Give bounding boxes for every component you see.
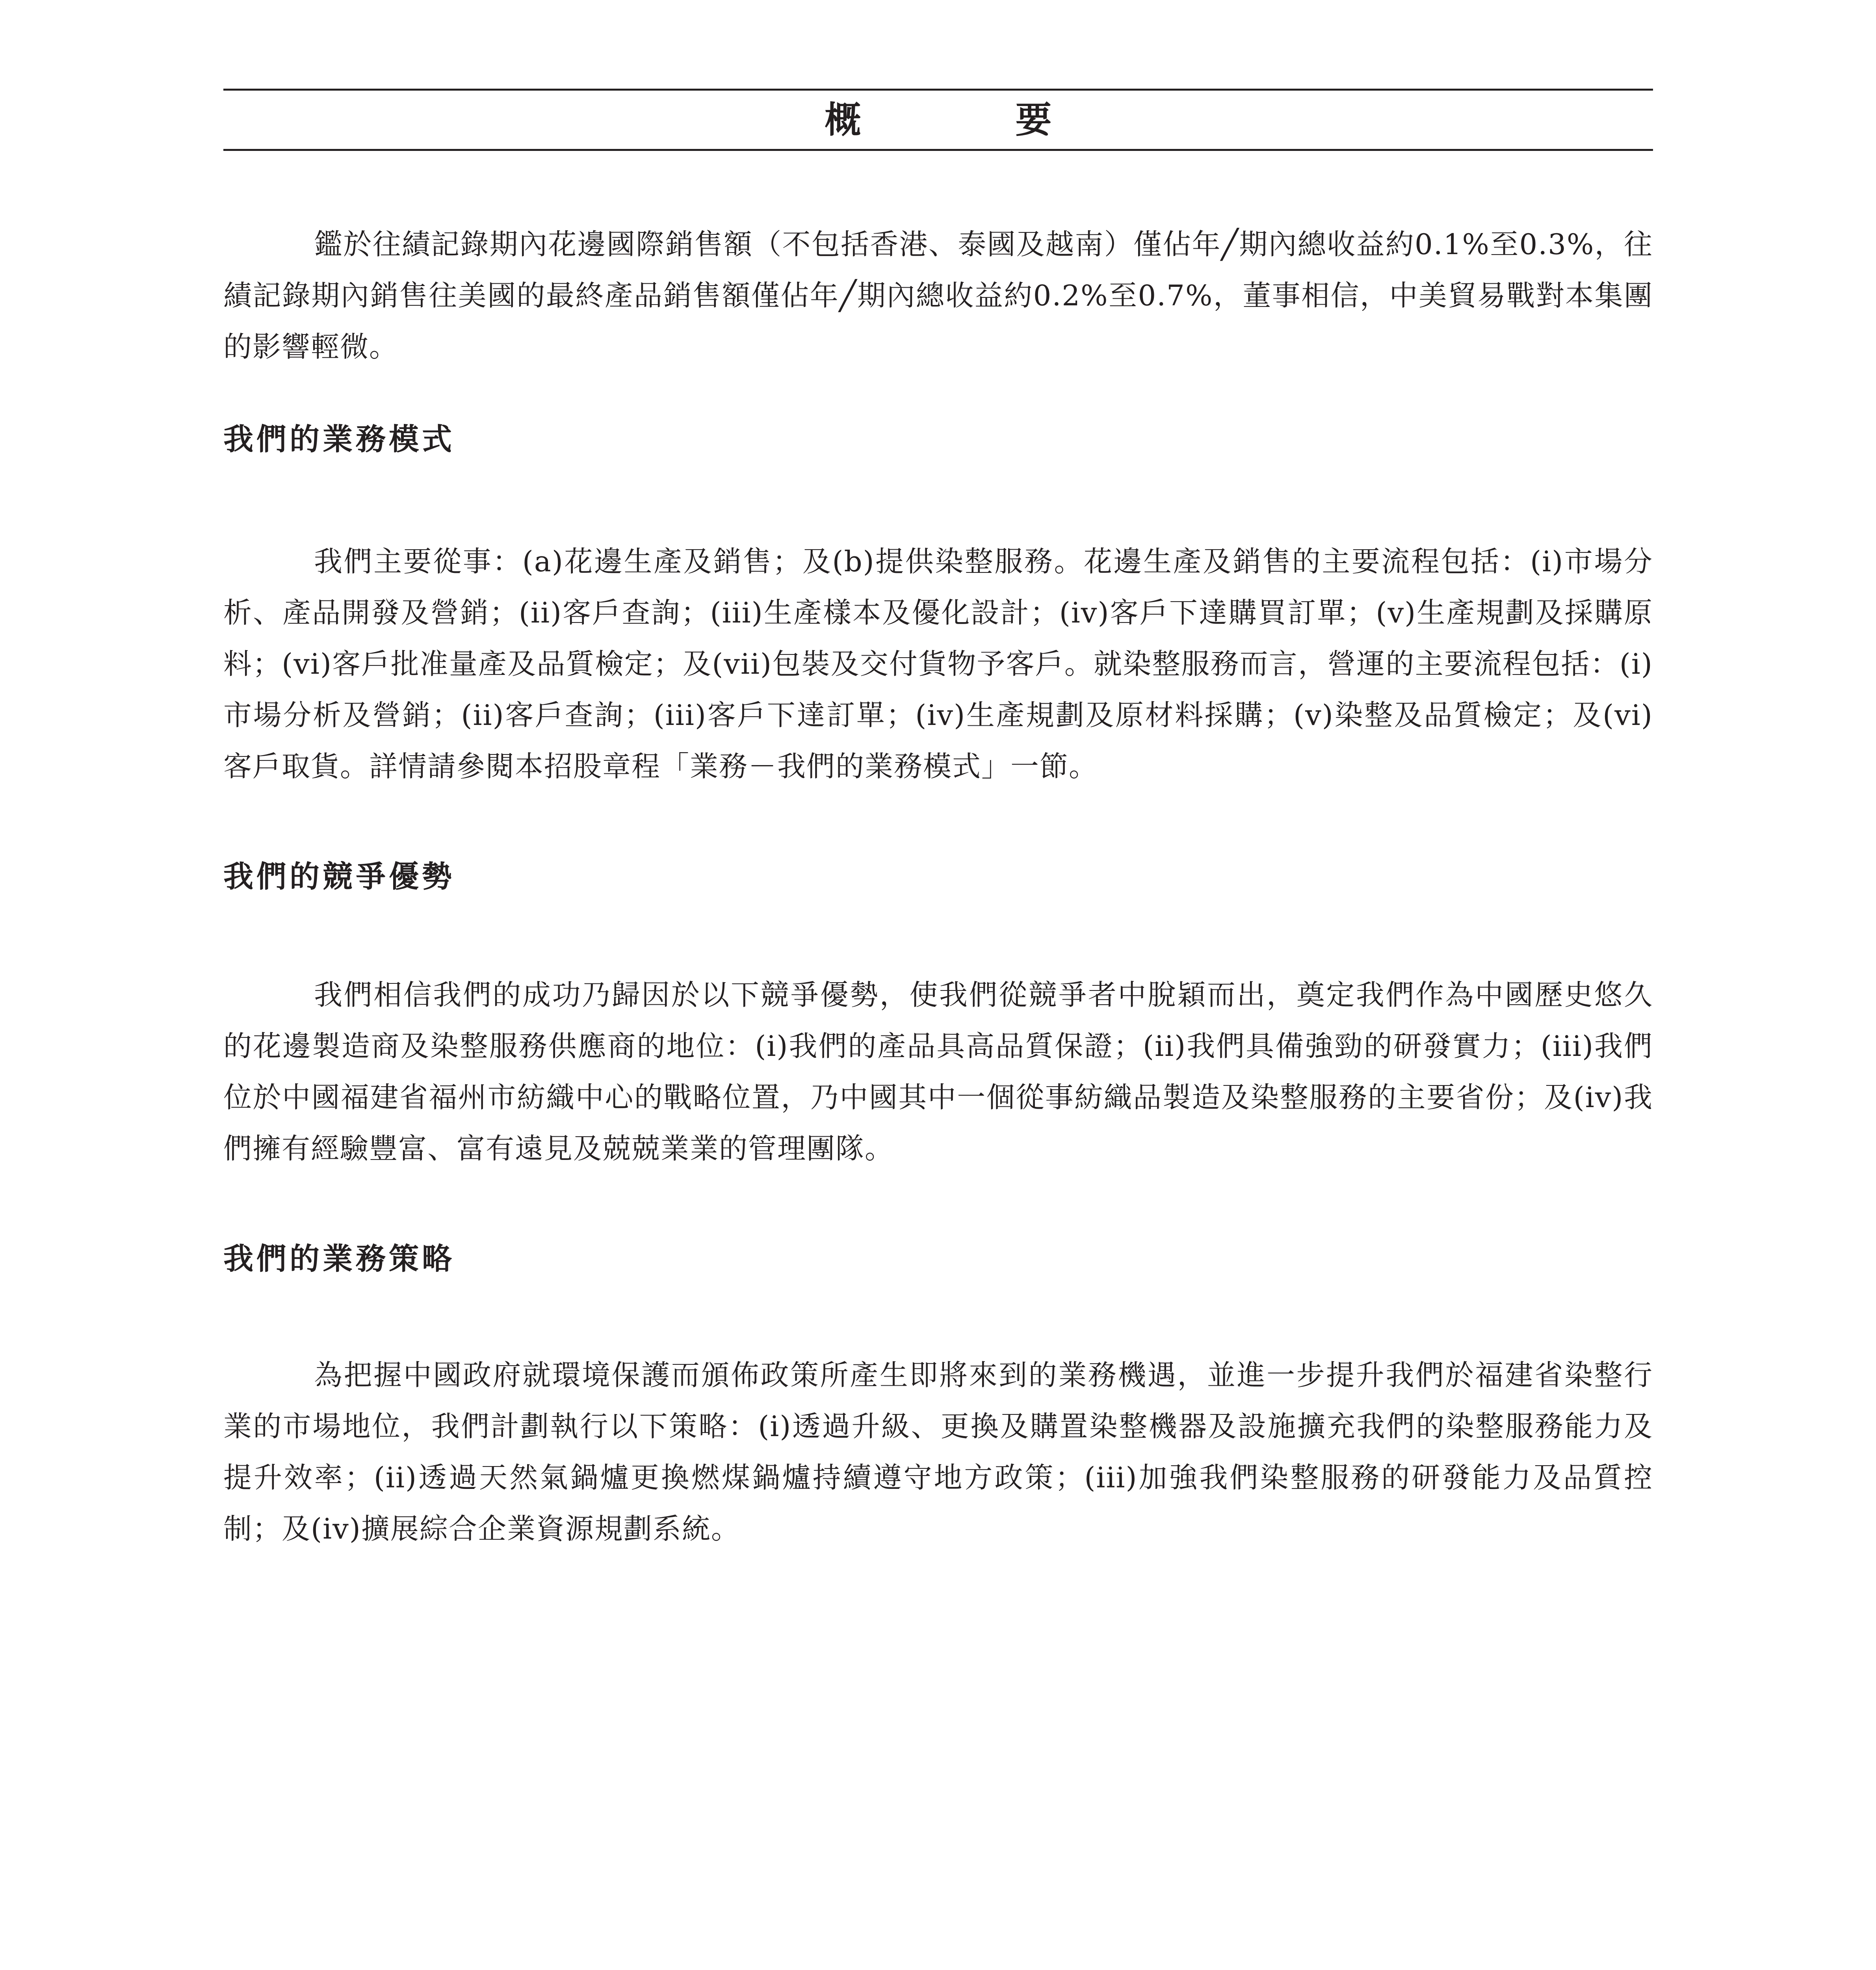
section-body-competitive-strengths: 我們相信我們的成功乃歸因於以下競爭優勢，使我們從競爭者中脫穎而出，奠定我們作為中國歷史悠久的花邊製造商及染整服務供應商的地位：(i)我們的產品具高品質保證；(ii)我們具備強勁的研發實力；(iii)我們位於中國福建省福州市紡織中心的戰略位置，乃中國其中一個從事紡織品製造及染整服務的主要省份；及(iv)我們擁有經驗豐富、富有遠見及兢兢業業的管理團隊。 xyxy=(223,978,1653,1165)
page-header xyxy=(223,89,1653,151)
section-heading-competitive-strengths: 我們的競爭優勢 xyxy=(223,859,455,894)
header-bottom-rule xyxy=(223,149,1653,151)
intro-paragraph: 鑑於往績記錄期內花邊國際銷售額（不包括香港、泰國及越南）僅佔年╱期內總收益約0.1%至0.3%，往績記錄期內銷售往美國的最終產品銷售額僅佔年╱期內總收益約0.2%至0.7%，董事相信，中美貿易戰對本集團的影響輕微。 xyxy=(223,228,1653,363)
section-heading-business-strategies: 我們的業務策略 xyxy=(223,1241,455,1276)
section-heading-business-model: 我們的業務模式 xyxy=(223,422,455,457)
page-title: 概 要 xyxy=(825,98,1111,141)
section-body-business-strategies: 為把握中國政府就環境保護而頒佈政策所產生即將來到的業務機遇，並進一步提升我們於福建省染整行業的市場地位，我們計劃執行以下策略：(i)透過升級、更換及購置染整機器及設施擴充我們的染整服務能力及提升效率；(ii)透過天然氣鍋爐更換燃煤鍋爐持續遵守地方政策；(iii)加強我們染整服務的研發能力及品質控制；及(iv)擴展綜合企業資源規劃系統。 xyxy=(223,1359,1653,1545)
header-top-rule xyxy=(223,89,1653,91)
section-body-business-model: 我們主要從事：(a)花邊生產及銷售；及(b)提供染整服務。花邊生產及銷售的主要流程包括：(i)市場分析、產品開發及營銷；(ii)客戶查詢；(iii)生產樣本及優化設計；(iv)客戶下達購買訂單；(v)生產規劃及採購原料；(vi)客戶批准量產及品質檢定；及(vii)包裝及交付貨物予客戶。就染整服務而言，營運的主要流程包括：(i)市場分析及營銷；(ii)客戶查詢；(iii)客戶下達訂單；(iv)生產規劃及原材料採購；(v)染整及品質檢定；及(vi)客戶取貨。詳情請參閱本招股章程「業務－我們的業務模式」一節。 xyxy=(223,545,1653,783)
